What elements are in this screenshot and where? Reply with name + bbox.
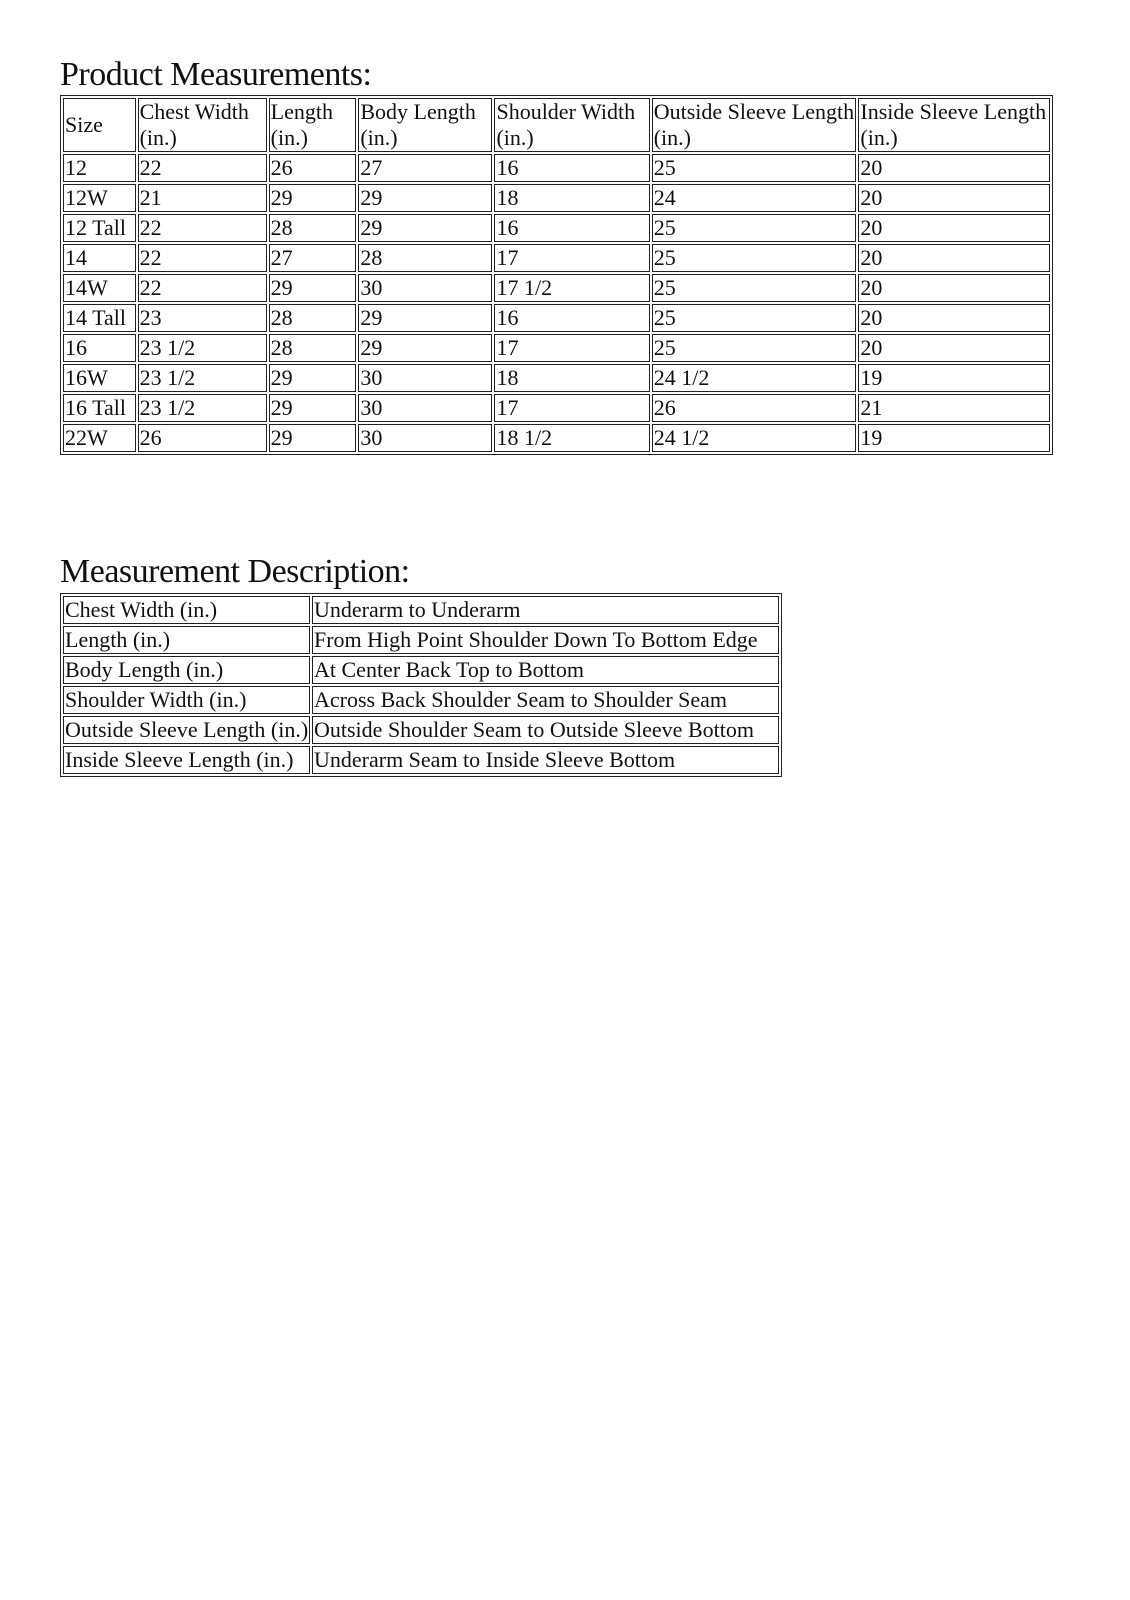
cell-outside-sleeve-length: 25 bbox=[652, 154, 857, 182]
cell-inside-sleeve-length: 20 bbox=[858, 214, 1050, 242]
cell-body-length: 30 bbox=[358, 424, 492, 452]
cell-length: 27 bbox=[269, 244, 357, 272]
cell-size: 22W bbox=[63, 424, 136, 452]
cell-body-length: 29 bbox=[358, 304, 492, 332]
cell-size: 16W bbox=[63, 364, 136, 392]
cell-inside-sleeve-length: 20 bbox=[858, 154, 1050, 182]
cell-shoulder-width: 16 bbox=[494, 214, 649, 242]
cell-measurement-description: From High Point Shoulder Down To Bottom Edge bbox=[312, 626, 779, 654]
cell-outside-sleeve-length: 26 bbox=[652, 394, 857, 422]
cell-body-length: 29 bbox=[358, 184, 492, 212]
cell-outside-sleeve-length: 24 bbox=[652, 184, 857, 212]
cell-chest-width: 22 bbox=[138, 214, 267, 242]
cell-body-length: 30 bbox=[358, 394, 492, 422]
cell-chest-width: 21 bbox=[138, 184, 267, 212]
table-row bbox=[63, 184, 1050, 212]
table-row bbox=[63, 686, 779, 714]
cell-length: 28 bbox=[269, 214, 357, 242]
header-body-length: Body Length (in.) bbox=[358, 98, 492, 152]
cell-size: 14 Tall bbox=[63, 304, 136, 332]
cell-outside-sleeve-length: 24 1/2 bbox=[652, 424, 857, 452]
cell-length: 26 bbox=[269, 154, 357, 182]
cell-measurement-name: Chest Width (in.) bbox=[63, 596, 310, 624]
cell-measurement-name: Shoulder Width (in.) bbox=[63, 686, 310, 714]
product-measurements-table bbox=[60, 95, 1053, 455]
cell-inside-sleeve-length: 20 bbox=[858, 334, 1050, 362]
cell-measurement-name: Outside Sleeve Length (in.) bbox=[65, 717, 309, 742]
table-row bbox=[63, 424, 1050, 452]
cell-body-length: 27 bbox=[358, 154, 492, 182]
cell-chest-width: 23 1/2 bbox=[138, 364, 267, 392]
cell-chest-width: 26 bbox=[138, 424, 267, 452]
cell-outside-sleeve-length: 24 1/2 bbox=[652, 364, 857, 392]
cell-shoulder-width: 18 1/2 bbox=[494, 424, 649, 452]
cell-chest-width: 23 1/2 bbox=[138, 334, 267, 362]
table-row bbox=[63, 154, 1050, 182]
table-row bbox=[63, 274, 1050, 302]
cell-measurement-description: Outside Shoulder Seam to Outside Sleeve Bottom bbox=[312, 716, 779, 744]
table-row bbox=[63, 746, 779, 774]
cell-shoulder-width: 18 bbox=[494, 364, 649, 392]
table-row bbox=[63, 394, 1050, 422]
header-size: Size bbox=[63, 98, 136, 152]
cell-chest-width: 23 bbox=[138, 304, 267, 332]
cell-size: 12W bbox=[63, 184, 136, 212]
table-row bbox=[63, 656, 779, 684]
cell-inside-sleeve-length: 20 bbox=[858, 304, 1050, 332]
cell-length: 29 bbox=[269, 424, 357, 452]
table-row bbox=[63, 716, 779, 744]
table-row bbox=[63, 364, 1050, 392]
cell-inside-sleeve-length: 20 bbox=[858, 274, 1050, 302]
measurement-description-title: Measurement Description: bbox=[60, 553, 410, 590]
cell-length: 29 bbox=[269, 274, 357, 302]
cell-outside-sleeve-length: 25 bbox=[652, 214, 857, 242]
cell-shoulder-width: 16 bbox=[494, 154, 649, 182]
cell-length: 29 bbox=[269, 394, 357, 422]
cell-inside-sleeve-length: 19 bbox=[858, 364, 1050, 392]
cell-size: 12 Tall bbox=[63, 214, 136, 242]
header-outside-sleeve-length: Outside Sleeve Length (in.) bbox=[652, 98, 857, 152]
cell-body-length: 29 bbox=[358, 334, 492, 362]
cell-length: 29 bbox=[269, 184, 357, 212]
table-row bbox=[63, 596, 779, 624]
cell-body-length: 30 bbox=[358, 274, 492, 302]
table-row bbox=[63, 304, 1050, 332]
table-row bbox=[63, 626, 779, 654]
measurement-description-table bbox=[60, 593, 782, 777]
cell-size: 14W bbox=[63, 274, 136, 302]
cell-chest-width: 22 bbox=[138, 274, 267, 302]
cell-body-length: 28 bbox=[358, 244, 492, 272]
cell-measurement-description: Underarm to Underarm bbox=[312, 596, 779, 624]
table-header-row bbox=[63, 98, 1050, 152]
cell-measurement-description: Across Back Shoulder Seam to Shoulder Seam bbox=[312, 686, 779, 714]
cell-measurement-description: Underarm Seam to Inside Sleeve Bottom bbox=[312, 746, 779, 774]
cell-measurement-description: At Center Back Top to Bottom bbox=[312, 656, 779, 684]
cell-length: 29 bbox=[269, 364, 357, 392]
cell-inside-sleeve-length: 19 bbox=[858, 424, 1050, 452]
cell-body-length: 29 bbox=[358, 214, 492, 242]
cell-outside-sleeve-length: 25 bbox=[652, 244, 857, 272]
header-chest-width: Chest Width (in.) bbox=[138, 98, 267, 152]
cell-outside-sleeve-length: 25 bbox=[652, 274, 857, 302]
cell-outside-sleeve-length: 25 bbox=[652, 334, 857, 362]
cell-shoulder-width: 17 bbox=[494, 394, 649, 422]
cell-body-length: 30 bbox=[358, 364, 492, 392]
table-row bbox=[63, 334, 1050, 362]
cell-size: 16 bbox=[63, 334, 136, 362]
cell-inside-sleeve-length: 20 bbox=[858, 244, 1050, 272]
cell-measurement-name: Inside Sleeve Length (in.) bbox=[63, 746, 310, 774]
cell-measurement-name: Length (in.) bbox=[63, 626, 310, 654]
cell-inside-sleeve-length: 20 bbox=[858, 184, 1050, 212]
header-length: Length (in.) bbox=[269, 98, 357, 152]
cell-length: 28 bbox=[269, 304, 357, 332]
cell-outside-sleeve-length: 25 bbox=[652, 304, 857, 332]
cell-size: 16 Tall bbox=[63, 394, 136, 422]
header-inside-sleeve-length: Inside Sleeve Length (in.) bbox=[858, 98, 1050, 152]
cell-shoulder-width: 17 1/2 bbox=[494, 274, 649, 302]
cell-chest-width: 23 1/2 bbox=[138, 394, 267, 422]
cell-size: 12 bbox=[63, 154, 136, 182]
table-row bbox=[63, 214, 1050, 242]
cell-shoulder-width: 18 bbox=[494, 184, 649, 212]
cell-shoulder-width: 17 bbox=[494, 334, 649, 362]
cell-shoulder-width: 17 bbox=[494, 244, 649, 272]
product-measurements-title: Product Measurements: bbox=[60, 56, 372, 93]
cell-chest-width: 22 bbox=[138, 154, 267, 182]
cell-measurement-name: Body Length (in.) bbox=[63, 656, 310, 684]
cell-chest-width: 22 bbox=[138, 244, 267, 272]
header-shoulder-width: Shoulder Width (in.) bbox=[494, 98, 649, 152]
cell-length: 28 bbox=[269, 334, 357, 362]
cell-size: 14 bbox=[63, 244, 136, 272]
table-row bbox=[63, 244, 1050, 272]
cell-shoulder-width: 16 bbox=[494, 304, 649, 332]
cell-inside-sleeve-length: 21 bbox=[858, 394, 1050, 422]
